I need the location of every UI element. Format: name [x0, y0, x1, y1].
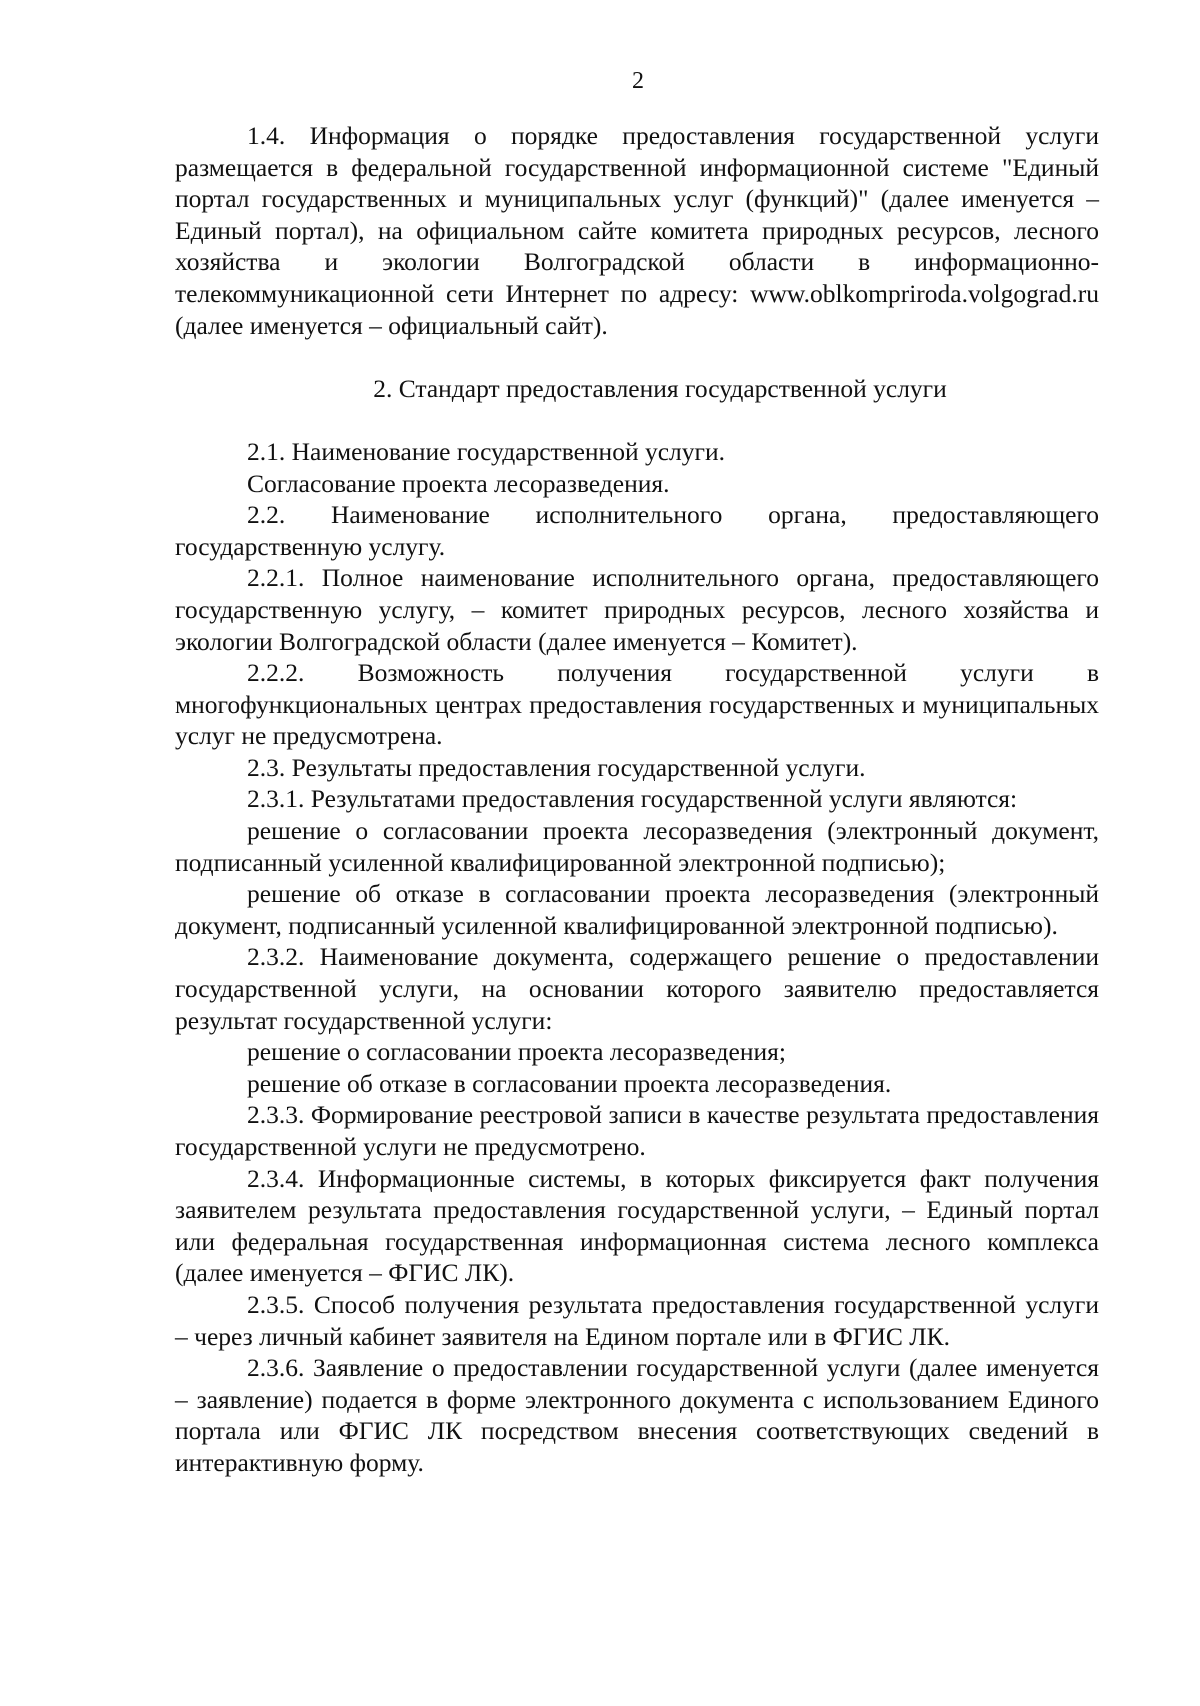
- document-body: [175, 120, 1099, 1479]
- paragraph-decision-approval: решение о согласовании проекта лесоразведения;: [247, 1037, 786, 1067]
- paragraph-result-refusal: решение об отказе в согласовании проекта лесоразведения (электронный документ, подписанный усиленной квалифицированной электронной подписью).: [175, 879, 1099, 940]
- paragraph-2-2-2: 2.2.2. Возможность получения государственной услуги в многофункциональных центрах предоставления государственных и муниципальных услуг не предусмотрена.: [175, 658, 1099, 751]
- paragraph-2-2-1: 2.2.1. Полное наименование исполнительного органа, предоставляющего государственную услугу, – комитет природных ресурсов, лесного хозяйства и экологии Волгоградской области (далее именуется – Комитет).: [175, 563, 1099, 656]
- section-heading: 2. Стандарт предоставления государственной услуги: [373, 373, 947, 403]
- page-number: 2: [632, 68, 644, 94]
- paragraph-2-3-3: 2.3.3. Формирование реестровой записи в качестве результата предоставления государственной услуги не предусмотрено.: [175, 1100, 1099, 1161]
- paragraph-2-2: 2.2. Наименование исполнительного органа, предоставляющего государственную услугу.: [175, 500, 1099, 561]
- paragraph-2-3-2: 2.3.2. Наименование документа, содержащего решение о предоставлении государственной услуги, на основании которого заявителю предоставляется результат государственной услуги:: [175, 942, 1099, 1035]
- paragraph-2-3-5: 2.3.5. Способ получения результата предоставления государственной услуги – через личный кабинет заявителя на Едином портале или в ФГИС ЛК.: [175, 1289, 1099, 1351]
- paragraph-2-3: 2.3. Результаты предоставления государственной услуги.: [247, 752, 866, 782]
- paragraph-result-approval: решение о согласовании проекта лесоразведения (электронный документ, подписанный усиленной квалифицированной электронной подписью);: [175, 816, 1099, 877]
- paragraph-2-3-1: 2.3.1. Результатами предоставления государственной услуги являются:: [247, 784, 1018, 814]
- paragraph-2-3-4: 2.3.4. Информационные системы, в которых фиксируется факт получения заявителем результата предоставления государственной услуги, – Единый портал или федеральная государственная информационная система лесного комплекса (далее именуется – ФГИС ЛК).: [175, 1163, 1099, 1288]
- paragraph-1-4: 1.4. Информация о порядке предоставления государственной услуги размещается в федеральной государственной информационной системе "Единый портал государственных и муниципальных услуг (функций)" (далее именуется – Единый портал), на официальном сайте комитета природных ресурсов, лесного хозяйства и экологии Волгоградской области в информационно-телекоммуникационной сети Интернет по адресу: www.oblkompriroda.volgograd.ru (далее именуется – официальный сайт).: [175, 121, 1099, 340]
- paragraph-2-3-6: 2.3.6. Заявление о предоставлении государственной услуги (далее именуется – заявление) подается в форме электронного документа с использованием Единого портала или ФГИС ЛК посредством внесения соответствующих сведений в интерактивную форму.: [175, 1353, 1099, 1477]
- paragraph-2-1: 2.1. Наименование государственной услуги.: [247, 436, 726, 466]
- paragraph-service-name: Согласование проекта лесоразведения.: [247, 468, 670, 498]
- paragraph-decision-refusal: решение об отказе в согласовании проекта лесоразведения.: [247, 1068, 892, 1098]
